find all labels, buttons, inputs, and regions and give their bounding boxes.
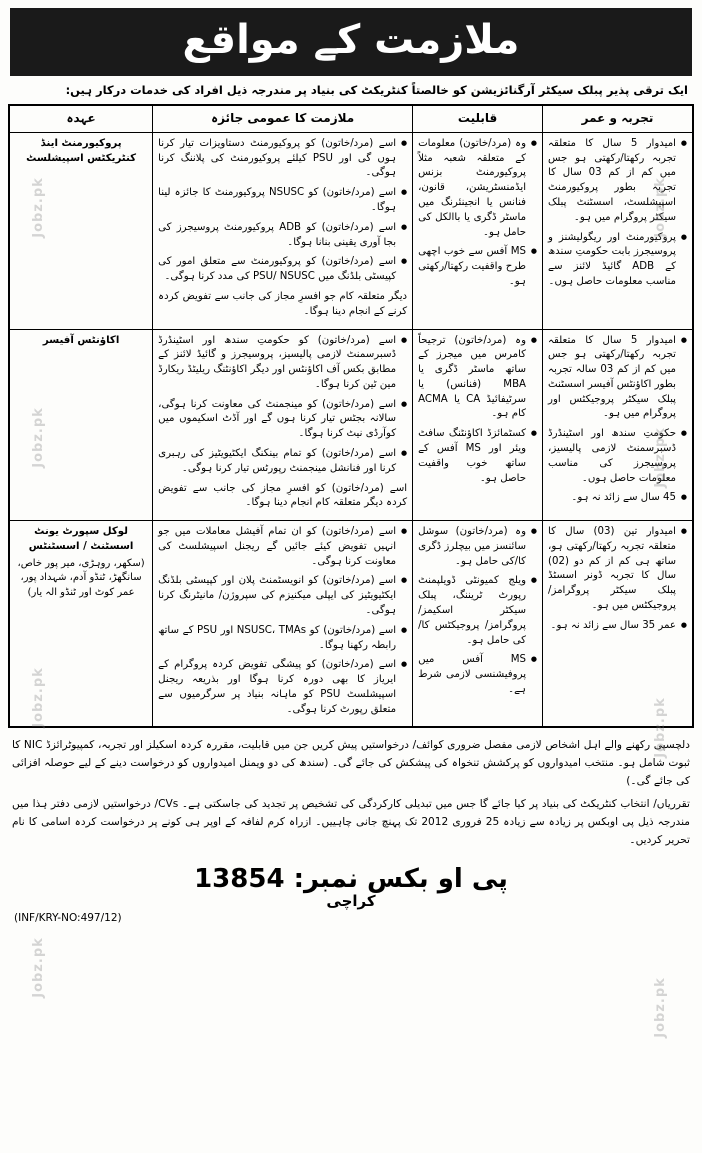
duties-list xyxy=(158,137,407,285)
duties-list xyxy=(158,525,407,717)
cell-experience xyxy=(543,329,693,521)
cell-qualification xyxy=(413,329,543,521)
qualification-list xyxy=(418,334,537,487)
column-header-qualification: قابلیت xyxy=(413,105,543,133)
list-item: ● وہ (مرد/خاتون) سوشل سائنسز میں بیچلرز ڈگری کا/کی حامل ہو۔ xyxy=(418,525,537,569)
list-item: ● امیدوار 5 سال کا متعلقہ تجربہ رکھتا/رکھتی ہو جس میں کم از کم 03 سالہ تجربہ بطور اکاؤنٹس آفیسر اسسٹنٹ پبلک سیکٹر پروجیکٹس اور پروگرام میں ہو۔ xyxy=(548,334,687,423)
advertisement-banner xyxy=(10,8,692,76)
experience-list xyxy=(548,525,687,633)
footer-notes xyxy=(8,728,694,858)
advertisement-subheading: ایک ترقی پذیر پبلک سیکٹر آرگنائزیشن کو خالصتاً کنٹریکٹ کی بنیاد پر مندرجہ ذیل افراد کی خدمات درکار ہیں: xyxy=(65,83,688,97)
cell-post xyxy=(9,521,153,728)
table-row xyxy=(9,521,693,728)
watermark: Jobz.pk xyxy=(30,937,46,998)
footer-note: دلچسپی رکھنے والے اہل اشخاص لازمی مفصل ضروری کوائف/ درخواستیں پیش کریں جن میں قابلیت، مقررہ کردہ اسکیلز اور تجربہ، کمپیوٹرائزڈ NIC کا ثبوت شامل ہو۔ منتخب امیدواروں کو پرکشش تنخواہ کی پیشکش کی جائے گی۔ (سندھ کی دو ویمنل امیدواروں کو درخواست دینے کے لیے حوصلہ افزائی کی جائے گی۔) xyxy=(12,739,690,788)
duties-closing-note: اسے (مرد/خاتون) کو افسرِ مجاز کی جانب سے تفویض کردہ دیگر متعلقہ کام انجام دینا ہوگا۔ xyxy=(158,482,408,509)
watermark: Jobz.pk xyxy=(652,427,668,488)
list-item: ● MS آفس میں پروفیشنسی لازمی شرط ہے۔ xyxy=(418,653,537,697)
watermark: Jobz.pk xyxy=(652,697,668,758)
list-item: ● اسے (مرد/خاتون) کو مینجمنٹ کی معاونت کرنا ہوگی، سالانہ بجٹس تیار کرنا ہوں گے اور آڈٹ اسکیموں میں کوآرڈی نیٹ کرنا ہوگا۔ xyxy=(158,398,407,442)
list-item: ● اسے (مرد/خاتون) کو NSUSC پروکیورمنٹ کا جائزہ لینا ہوگا۔ xyxy=(158,186,407,216)
footer-note: تقرریاں/ انتخاب کنٹریکٹ کی بنیاد پر کیا جائے گا جس میں تبدیلی کارکردگی کی تشخیص پر تجدید کی جاسکتی ہے۔ CVs/ درخواستیں لازمی دفتر ہذا میں مندرجہ ذیل پی اوبکس پر زیادہ سے زیادہ 25 فروری 2012 تک پہنچ جانی چاہییں۔ ازراہ کرم لفافہ کے اوپر ہی کونے پر درخواست کردہ اسامی کا نام تحریر کردیں۔ xyxy=(12,798,690,847)
post-title: پروکیورمنٹ اینڈ کنٹریکٹس اسپیشلسٹ xyxy=(26,137,137,164)
watermark: Jobz.pk xyxy=(30,407,46,468)
experience-list xyxy=(548,137,687,290)
list-item: ● امیدوار 5 سال کا متعلقہ تجربہ رکھتا/رکھتی ہو جس میں کم از کم 03 سال کا تجربہ بطور پروکیورمنٹ اسپیشلسٹ، اسسٹنٹ پبلک سیکٹر پروگرام میں ہو۔ xyxy=(548,137,687,226)
duties-list xyxy=(158,334,407,477)
table-row xyxy=(9,329,693,521)
po-box-number: 13854 xyxy=(194,864,285,895)
list-item: ● MS آفس سے خوب اچھی طرح واقفیت رکھتا/رکھتی ہو۔ xyxy=(418,245,537,289)
list-item: ● اسے (مرد/خاتون) کو انویسٹمنٹ پلان اور کپیسٹی بلڈنگ ایکٹیویٹیز کی ایپلی میکنیزم کی سپروژن/ مانیٹرنگ کرنا ہوگی۔ xyxy=(158,574,407,618)
advertisement-title: ملازمت کے مواقع xyxy=(182,17,520,63)
inf-reference-number: (INF/KRY-NO:497/12) xyxy=(14,912,122,925)
city-name: کراچی xyxy=(326,892,376,911)
cell-experience xyxy=(543,132,693,329)
post-title: لوکل سپورٹ یونٹ اسسٹنٹ / اسسٹنٹس xyxy=(28,526,134,552)
list-item: ● اسے (مرد/خاتون) کو پیشگی تفویض کردہ پروگرام کے ایریاز کا بھی دورہ کرنا ہوگا اور بذریعہ ریجنل اسپیشلسٹ PSU کو ماہانہ بنیاد پر سرگرمیوں سے متعلق رپورٹ کرنا ہوگی۔ xyxy=(158,658,407,717)
watermark: Jobz.pk xyxy=(30,667,46,728)
list-item: ● وہ (مرد/خاتون) ترجیحاً کامرس میں میجرز کے ساتھ ماسٹر ڈگری یا MBA (فنانس) یا سرٹیفائیڈ CA یا ACMA کام ہو۔ xyxy=(418,334,537,423)
list-item: ● اسے (مرد/خاتون) کو ADB پروکیورمنٹ پروسیجرز کی بجا آوری یقینی بنانا ہوگا۔ xyxy=(158,221,407,251)
cell-qualification xyxy=(413,521,543,728)
experience-list xyxy=(548,334,687,507)
cell-duties xyxy=(153,329,413,521)
post-title: اکاؤنٹس آفیسر xyxy=(42,334,120,346)
watermark: Jobz.pk xyxy=(30,177,46,238)
post-locations: (سکھر، روہڑی، میر پور خاص، سانگھڑ، ٹنڈو آدم، شہداد پور، عمر کوٹ اور ٹنڈو الہ یار) xyxy=(17,557,145,598)
list-item: ● ویلج کمیونٹی ڈویلپمنٹ رپورٹ ٹریننگ، پبلک سیکٹر اسکیمز/ پروگرامز/ پروجیکٹس کا/کی حامل ہو۔ xyxy=(418,574,537,648)
jobs-table xyxy=(8,104,694,729)
po-box-line xyxy=(8,864,694,894)
table-header-row xyxy=(9,105,693,133)
list-item: ● عمر 35 سال سے زائد نہ ہو۔ xyxy=(548,619,687,634)
list-item: ● امیدوار تین (03) سال کا متعلقہ تجربہ رکھتا/رکھتی ہو، ساتھ ہی کم از کم دو (02) سال کا تجربہ ڈونر اسسٹڈ پبلک سیکٹر پروگرامز/ پروجیکٹس میں ہو۔ xyxy=(548,525,687,614)
cell-qualification xyxy=(413,132,543,329)
column-header-post: عہدہ xyxy=(9,105,153,133)
list-item: ● اسے (مرد/خاتون) کو پروکیورمنٹ دستاویزات تیار کرنا ہوں گی اور PSU کیلئے پروکیورمنٹ کی پلاننگ کرنا ہوگی۔ xyxy=(158,137,407,181)
list-item: ● وہ (مرد/خاتون) معلومات کے متعلقہ شعبہ مثلاً پروکیورمنٹ بزنس ایڈمنسٹریشن، قانون، فنانس یا انجینئرنگ میں ماسٹر ڈگری یا باالکل کی حامل ہو۔ xyxy=(418,137,537,240)
cell-experience xyxy=(543,521,693,728)
qualification-list xyxy=(418,525,537,698)
list-item: ● کسٹمائزڈ اکاؤنٹنگ سافٹ ویئر اور MS آفس کے ساتھ خوب واقفیت حاصل ہو۔ xyxy=(418,427,537,486)
duties-closing-note: دیگر متعلقہ کام جو افسرِ مجاز کی جانب سے تفویض کردہ کرنے کے انجام دینا ہوگا۔ xyxy=(158,290,408,317)
watermark: Jobz.pk xyxy=(652,177,668,238)
list-item: ● اسے (مرد/خاتون) کو حکومتِ سندھ اور اسٹینڈرڈ ڈسبرسمنٹ لازمی پالیسیز، پروسیجرز و گائیڈ لائنز کے مطابق بکس آف اکاؤنٹس اور دیگر اکاؤنٹنگ ریلیٹڈ ریکارڈ مین ٹین کرنا ہوگا۔ xyxy=(158,334,407,393)
column-header-experience: تجربہ و عمر xyxy=(543,105,693,133)
list-item: ● اسے (مرد/خاتون) کو NSUSC، TMAs اور PSU کے ساتھ رابطہ رکھنا ہوگا۔ xyxy=(158,624,407,654)
cell-duties xyxy=(153,132,413,329)
list-item: ● 45 سال سے زائد نہ ہو۔ xyxy=(548,491,687,506)
list-item: ● پروکیورمنٹ اور ریگولیشنز و پروسیجرز بابت حکومتِ سندھ کے ADB گائیڈ لائنز سے مناسب معلومات حاصل ہوں۔ xyxy=(548,231,687,290)
po-box-label: پی او بکس نمبر: xyxy=(293,864,508,895)
table-row xyxy=(9,132,693,329)
watermark: Jobz.pk xyxy=(652,977,668,1038)
list-item: ● اسے (مرد/خاتون) کو ان تمام آفیشل معاملات میں جو انہیں تفویض کیئے جائیں گے ریجنل اسپیشلسٹ کی معاونت کرنا ہوگی۔ xyxy=(158,525,407,569)
list-item: ● حکومتِ سندھ اور اسٹینڈرڈ ڈسبرسمنٹ لازمی پالیسیز، پروسیجرز کی مناسب معلومات حاصل ہوں۔ xyxy=(548,427,687,486)
cell-post xyxy=(9,329,153,521)
list-item: ● اسے (مرد/خاتون) کو تمام بینکنگ ایکٹیویٹیز کی رہبری کرنا اور فنانشل مینجمنٹ رپورٹس تیار کرنا ہوگی۔ xyxy=(158,447,407,477)
column-header-duties: ملازمت کا عمومی جائزہ xyxy=(153,105,413,133)
cell-post xyxy=(9,132,153,329)
list-item: ● اسے (مرد/خاتون) کو پروکیورمنٹ سے متعلق امور کی کپیسٹی بلڈنگ میں PSU/ NSUSC کی مدد کرنا ہوگی۔ xyxy=(158,255,407,285)
cell-duties xyxy=(153,521,413,728)
qualification-list xyxy=(418,137,537,290)
